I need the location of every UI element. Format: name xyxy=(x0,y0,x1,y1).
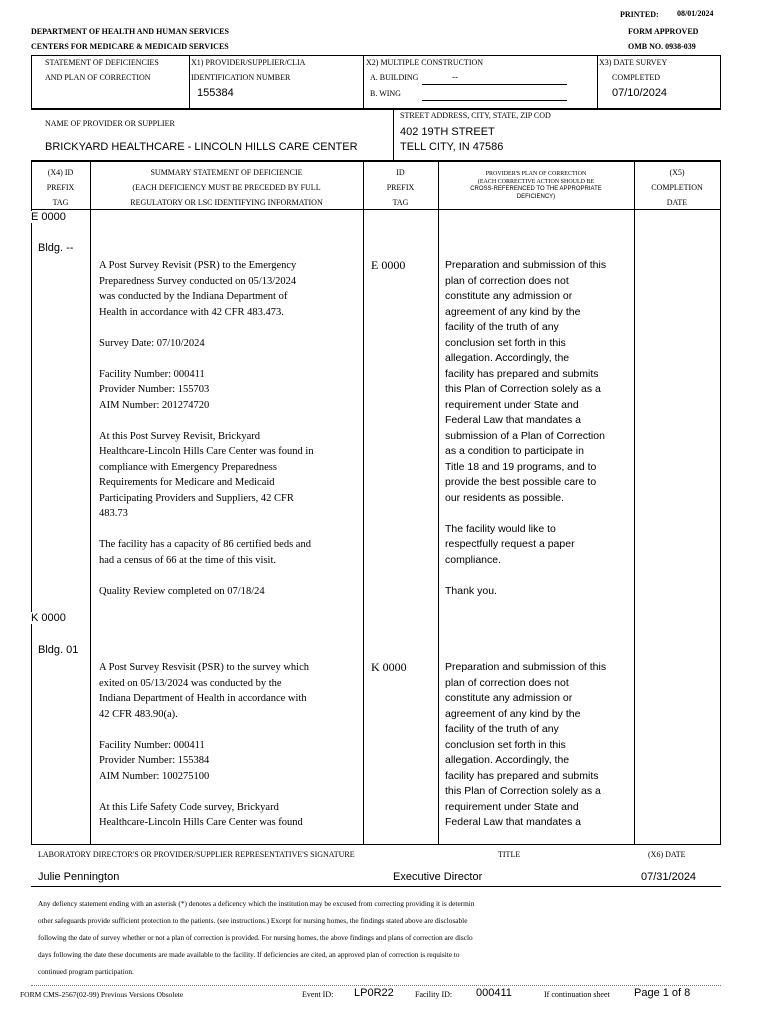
printed-label: PRINTED: xyxy=(620,10,659,19)
x4-header-3: TAG xyxy=(52,198,69,207)
date-label: (X6) DATE xyxy=(648,850,686,859)
address-line-2: TELL CITY, IN 47586 xyxy=(400,141,504,153)
x3-label-2: COMPLETED xyxy=(612,73,660,82)
id-header-3: TAG xyxy=(392,198,409,207)
x5-header xyxy=(634,165,720,210)
rule-v xyxy=(720,55,721,109)
building-label: A. BUILDING xyxy=(370,73,419,82)
rule-v xyxy=(189,55,190,109)
signature-title: Executive Director xyxy=(393,871,483,883)
x3-label-1: X3) DATE SURVEY xyxy=(599,58,668,67)
form-approved: FORM APPROVED xyxy=(628,27,699,36)
k-id-tag: K 0000 xyxy=(371,660,407,674)
address-label: STREET ADDRESS, CITY, STATE, ZIP COD xyxy=(400,111,551,120)
k-bldg: Bldg. 01 xyxy=(38,644,79,656)
provider-name-label: NAME OF PROVIDER OR SUPPLIER xyxy=(45,119,175,128)
footnote: Any defiency statement ending with an asterisk (*) denotes a deficency which the institution may be excused from correcting providing it is determin other safeguards provide sufficient protection to the patients. (see instructions.) Except for nursing homes, the findings stated above are disclosable following the date of survey whether or not a plan of correction is provided. For nursing homes, the above findings and plans of correction are disclo days following the date these documents are made available to the facility. If deficiencies are cited, an approved plan of correction is requisite to continued program participation. xyxy=(38,899,475,976)
summary-header-1: SUMMARY STATEMENT OF DEFICIENCIE xyxy=(150,168,303,177)
x1-label-1: X1) PROVIDER/SUPPLIER/CLIA xyxy=(191,58,306,67)
statement-label-1: STATEMENT OF DEFICIENCIES xyxy=(45,58,159,67)
rule-v xyxy=(363,55,364,109)
poc-header-1: PROVIDER'S PLAN OF CORRECTION xyxy=(485,171,587,177)
poc-header-4: DEFICIENCY) xyxy=(516,193,556,200)
signature-label: LABORATORY DIRECTOR'S OR PROVIDER/SUPPLIER REPRESENTATIVE'S SIGNATURE xyxy=(38,850,355,859)
facility-id-value: 000411 xyxy=(476,987,512,999)
page-number: Page 1 of 8 xyxy=(634,987,691,999)
x4-header-2: PREFIX xyxy=(46,183,75,192)
building-value: -- xyxy=(452,72,458,82)
col-divider-0 xyxy=(31,161,32,844)
e-plan-of-correction: Preparation and submission of this plan of correction does not constitute any admission or agreement of any kind by the facility of the truth of any conclusion set forth in this allegation. Accordingly, the facility has prepared and submits this Plan of Correction solely as a requirement under State and Federal Law that mandates a submission of a Plan of Correction as a condition to participate in Title 18 and 19 programs, and to provide the best possible care to our residents as possible. The facility would like to respectfully request a paper compliance. Thank you. xyxy=(445,259,607,597)
wing-underline xyxy=(422,100,567,101)
survey-completed-date: 07/10/2024 xyxy=(612,87,668,99)
wing-label: B. WING xyxy=(370,89,401,98)
e-summary: A Post Survey Revisit (PSR) to the Emergency Preparedness Survey conducted on 05/13/2024 was conducted by the Indiana Department of Health in accordance with 42 CFR 483.473. Survey Date: 07/10/2024 Facility Number: 000411 Provider Number: 155703 AIM Number: 201274720 At this Post Survey Revisit, Brickyard Healthcare-Lincoln Hills Care Center was found in compliance with Emergency Preparedness Requirements for Medicare and Medicaid Participating Providers and Suppliers, 42 CFR 483.73 The facility has a capacity of 86 certified beds and had a census of 66 at the time of this visit. Quality Review completed on 07/18/24 xyxy=(99,260,314,597)
col-divider-4 xyxy=(634,161,635,844)
x5-header-2: COMPLETION xyxy=(651,183,703,192)
poc-header-3: CROSS-REFERENCED TO THE APPROPRIATE xyxy=(470,186,602,192)
e-tag: E 0000 xyxy=(31,211,66,223)
e-id-tag: E 0000 xyxy=(371,258,406,272)
printed-date: 08/01/2024 xyxy=(677,9,714,18)
x2-label: X2) MULTIPLE CONSTRUCTION xyxy=(366,58,484,67)
col-divider-2 xyxy=(363,161,364,844)
col-divider-1 xyxy=(90,161,91,844)
rule-provider-bottom-right xyxy=(393,160,721,162)
rule-top xyxy=(31,55,721,56)
col-divider-5 xyxy=(720,161,721,844)
centers-title: CENTERS FOR MEDICARE & MEDICAID SERVICES xyxy=(31,42,229,51)
provider-id-value: 155384 xyxy=(197,87,234,99)
rule-top-bottom xyxy=(31,108,721,110)
rule-signature-top xyxy=(31,844,721,845)
x4-header-1: (X4) ID xyxy=(47,168,74,177)
continuation-label: If continuation sheet xyxy=(544,990,610,999)
x5-header-1: (X5) xyxy=(669,168,685,177)
rule-signature-bottom xyxy=(31,886,721,887)
poc-header-2: (EACH CORRECTIVE ACTION SHOULD BE xyxy=(477,178,595,185)
k-summary: A Post Survey Resvisit (PSR) to the survey which exited on 05/13/2024 was conducted by the Indiana Department of Health in accordance with 42 CFR 483.90(a). Facility Number: 000411 Provider Number: 155384 AIM Number: 100275100 At this Life Safety Code survey, Brickyard Healthcare-Lincoln Hills Care Center was found xyxy=(99,662,310,828)
event-id-label: Event ID: xyxy=(302,990,334,999)
rule-v xyxy=(393,109,394,161)
rule-footer xyxy=(31,985,721,986)
rule-provider-bottom-left xyxy=(31,160,393,162)
k-tag: K 0000 xyxy=(31,612,66,624)
department-title: DEPARTMENT OF HEALTH AND HUMAN SERVICES xyxy=(31,27,229,36)
e-bldg: Bldg. -- xyxy=(38,242,74,254)
poc-header xyxy=(438,171,634,201)
id-header-2: PREFIX xyxy=(386,183,415,192)
form-number: FORM CMS-2567(02-99) Previous Versions Obsolete xyxy=(20,990,184,999)
x5-header-3: DATE xyxy=(666,198,688,207)
x4-header xyxy=(31,165,90,210)
statement-label-2: AND PLAN OF CORRECTION xyxy=(45,73,151,82)
summary-header-3: REGULATORY OR LSC IDENTIFYING INFORMATION xyxy=(130,198,323,207)
k-plan-of-correction: Preparation and submission of this plan of correction does not constitute any admission or agreement of any kind by the facility of the truth of any conclusion set forth in this allegation. Accordingly, the facility has prepared and submits this Plan of Correction solely as a requirement under State and Federal Law that mandates a xyxy=(445,661,607,828)
rule-v xyxy=(31,55,32,109)
event-id-value: LP0R22 xyxy=(354,987,394,999)
col-divider-3 xyxy=(438,161,439,844)
title-label: TITLE xyxy=(498,850,521,859)
id-header-1: ID xyxy=(396,168,405,177)
omb-number: OMB NO. 0938-039 xyxy=(628,42,696,51)
facility-id-label: Facility ID: xyxy=(415,990,453,999)
id-header xyxy=(363,165,438,210)
x1-label-2: IDENTIFICATION NUMBER xyxy=(191,73,291,82)
address-line-1: 402 19TH STREET xyxy=(400,126,495,138)
rule-v xyxy=(597,55,598,109)
summary-header-2: (EACH DEFICIENCY MUST BE PRECEDED BY FULL xyxy=(132,183,321,192)
signature-date: 07/31/2024 xyxy=(641,871,697,883)
building-underline xyxy=(422,84,567,85)
summary-header xyxy=(90,165,363,210)
provider-name-value: BRICKYARD HEALTHCARE - LINCOLN HILLS CARE CENTER xyxy=(45,141,358,153)
signature-name: Julie Pennington xyxy=(38,871,120,883)
